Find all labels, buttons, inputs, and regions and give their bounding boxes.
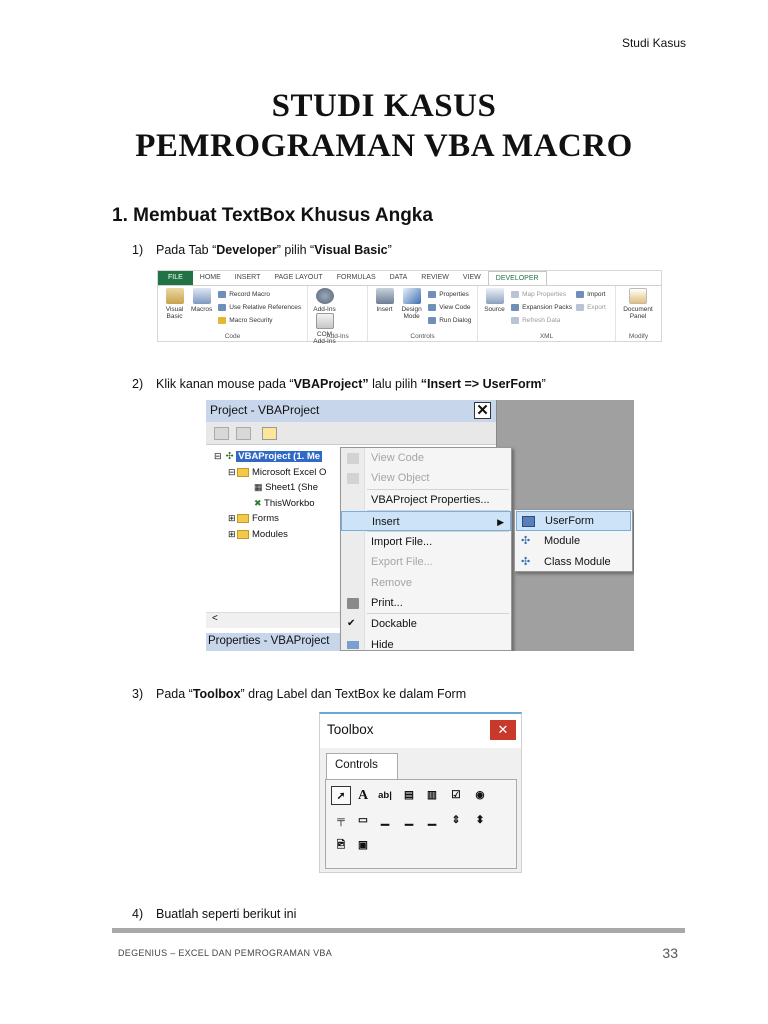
xml-group <box>478 286 616 341</box>
textbox-tool-icon[interactable]: ab| <box>378 790 392 801</box>
tree-label: Sheet1 (She <box>265 482 318 494</box>
project-explorer-title <box>206 400 496 422</box>
combobox-tool-icon[interactable]: ▤ <box>404 789 414 801</box>
menu-label: Import File... <box>371 536 433 549</box>
button-label: Properties <box>439 291 469 298</box>
relative-references-button[interactable] <box>218 301 301 314</box>
tree-label: Forms <box>252 513 279 525</box>
step-3 <box>132 687 466 701</box>
module-icon: ✣ <box>521 535 531 547</box>
step-1 <box>132 243 392 257</box>
menu-label: Class Module <box>544 556 611 568</box>
scrollbar-tool-icon[interactable]: ⇕ <box>451 814 461 826</box>
view-code-icon[interactable] <box>214 427 229 440</box>
step-bold: Toolbox <box>192 687 241 701</box>
step-bold: Developer <box>216 243 277 257</box>
com-addins-icon <box>316 313 334 329</box>
doc-title-line2: PEMROGRAMAN VBA MACRO <box>135 128 633 164</box>
listbox-tool-icon[interactable]: ▥ <box>427 789 437 801</box>
step-2 <box>132 377 546 391</box>
record-macro-button[interactable] <box>218 288 301 301</box>
macro-security-button[interactable] <box>218 314 301 327</box>
menu-label: View Code <box>371 452 424 464</box>
modify-group <box>616 286 661 341</box>
button-label: Record Macro <box>229 291 271 298</box>
insert-submenu <box>514 509 633 572</box>
warning-icon <box>218 317 226 324</box>
toolbox-icon <box>376 288 394 304</box>
menu-label: View Object <box>371 472 430 485</box>
button-label: Export <box>587 304 606 311</box>
menu-item-dockable[interactable] <box>341 614 511 634</box>
checkbox-tool-icon[interactable]: ☑ <box>451 789 461 801</box>
toggle-folders-icon[interactable] <box>262 427 277 440</box>
optionbutton-tool-icon[interactable]: ◉ <box>475 789 485 801</box>
button-label: Design Mode <box>401 306 422 320</box>
view-code-button[interactable] <box>428 301 471 314</box>
hide-window-icon <box>347 641 359 649</box>
menu-label: Hide <box>371 638 394 651</box>
visual-basic-button[interactable] <box>162 288 187 320</box>
checkmark-icon: ✔ <box>347 618 356 630</box>
addins-button[interactable] <box>312 288 337 313</box>
step-text: ” drag Label dan TextBox ke dalam Form <box>240 687 467 701</box>
record-macro-icon <box>218 291 226 298</box>
button-label: Source <box>484 306 505 313</box>
project-toolbar <box>206 422 496 445</box>
menu-label: UserForm <box>545 515 594 527</box>
macros-icon <box>193 288 211 304</box>
folder-icon <box>237 514 249 523</box>
step-bold: Visual Basic <box>314 243 388 257</box>
button-label: Macro Security <box>229 317 273 324</box>
relative-references-icon <box>218 304 226 311</box>
import-button[interactable] <box>576 288 606 301</box>
document-panel-button[interactable] <box>620 288 656 320</box>
run-dialog-icon <box>428 317 436 324</box>
group-label: Controls <box>410 333 435 340</box>
button-label: Map Properties <box>522 291 567 298</box>
visual-basic-icon <box>166 288 184 304</box>
map-properties-icon <box>511 291 519 298</box>
frame-tool-icon[interactable]: ▭ <box>358 814 368 826</box>
step-number: 3) <box>132 687 144 701</box>
step-number: 2) <box>132 377 144 391</box>
button-label: View Code <box>439 304 471 311</box>
folder-icon <box>237 530 249 539</box>
export-icon <box>576 304 584 311</box>
tree-item-thisworkbook[interactable]: ✖ ThisWorkbo <box>254 497 315 509</box>
xml-source-icon <box>486 288 504 304</box>
button-label: Expansion Packs <box>522 304 572 311</box>
project-tree <box>214 449 326 543</box>
step-bold: “Insert => UserForm <box>420 377 542 391</box>
button-label: Run Dialog <box>439 317 472 324</box>
close-icon[interactable]: ✕ <box>490 720 516 740</box>
class-module-icon: ✣ <box>521 556 531 568</box>
view-object-icon[interactable] <box>236 427 251 440</box>
spinbutton-tool-icon[interactable]: ⬍ <box>475 814 485 826</box>
run-dialog-button[interactable] <box>428 314 471 327</box>
menu-item-view-object[interactable] <box>341 468 511 488</box>
step-text: lalu pilih <box>368 377 421 391</box>
menu-item-hide[interactable] <box>341 635 511 651</box>
userform-icon <box>522 516 535 527</box>
tree-label: Modules <box>252 528 288 540</box>
refedit-tool-icon[interactable]: ▣ <box>358 839 368 851</box>
button-label: Visual Basic <box>165 306 184 320</box>
tree-item-sheet1[interactable]: ▦ Sheet1 (She <box>254 482 318 494</box>
close-icon[interactable]: ✕ <box>474 402 491 419</box>
button-label: Use Relative References <box>229 304 302 311</box>
design-mode-icon <box>403 288 421 304</box>
design-mode-button[interactable] <box>399 288 424 320</box>
ribbon-tabs <box>158 271 661 286</box>
button-label: Insert <box>376 306 393 313</box>
view-object-icon <box>347 473 359 484</box>
footer-title: DEGENIUS – EXCEL DAN PEMROGRAMAN VBA <box>118 948 333 958</box>
menu-label: Export File... <box>371 556 433 569</box>
running-head: Studi Kasus <box>621 36 686 50</box>
menu-item-project-properties[interactable] <box>341 490 511 510</box>
tree-item-excel-objects[interactable]: ⊟ Microsoft Excel O <box>228 466 327 478</box>
properties-icon <box>428 291 436 298</box>
excel-ribbon <box>157 270 662 345</box>
section-heading: 1. Membuat TextBox Khusus Angka <box>112 205 433 226</box>
context-menu <box>340 447 512 651</box>
folder-icon <box>237 468 249 477</box>
menu-label: Module <box>544 535 581 547</box>
document-panel-icon <box>629 288 647 304</box>
image-tool-icon[interactable]: 🖻 <box>336 839 346 851</box>
insert-control-button[interactable] <box>372 288 397 313</box>
menu-item-remove[interactable] <box>341 573 511 593</box>
step-text: Buatlah seperti berikut ini <box>156 907 297 921</box>
view-code-icon <box>428 304 436 311</box>
menu-item-insert[interactable] <box>341 511 511 531</box>
step-bold: VBAProject” <box>293 377 369 391</box>
menu-label: Insert <box>372 515 400 528</box>
label-tool-icon[interactable]: A <box>357 788 369 803</box>
tree-label: Microsoft Excel O <box>252 466 327 478</box>
tab-home[interactable]: HOME <box>199 274 221 281</box>
expansion-packs-icon <box>511 304 519 311</box>
properties-button[interactable] <box>428 288 471 301</box>
submenu-item-module[interactable] <box>516 532 631 552</box>
com-addins-button[interactable] <box>312 313 337 345</box>
tab-view[interactable]: VIEW <box>462 274 481 281</box>
view-code-icon <box>347 453 359 464</box>
refresh-icon <box>511 317 519 324</box>
refresh-data-button[interactable] <box>511 314 572 327</box>
menu-label: VBAProject Properties... <box>371 493 490 506</box>
code-group <box>158 286 308 341</box>
footer-rule <box>112 928 685 933</box>
printer-icon <box>347 598 359 609</box>
macros-button[interactable] <box>189 288 214 313</box>
tab-formulas[interactable]: FORMULAS <box>336 274 376 281</box>
multipage-tool-icon[interactable]: ▁ <box>427 814 437 826</box>
button-label: Add-Ins <box>313 306 336 313</box>
page-number: 33 <box>662 945 678 961</box>
step-text: ” pilih “ <box>276 243 315 257</box>
scroll-left-icon[interactable]: < <box>212 613 218 624</box>
step-number: 1) <box>132 243 144 257</box>
tab-review[interactable]: REVIEW <box>421 274 449 281</box>
step-text: ” <box>387 243 392 257</box>
step-text: Pada “ <box>156 687 193 701</box>
menu-item-export-file[interactable] <box>341 552 511 572</box>
menu-item-view-code[interactable] <box>341 448 511 468</box>
group-label: Modify <box>628 333 649 340</box>
vba-editor-screenshot <box>206 400 634 651</box>
tree-item-vbaproject[interactable]: ⊟ ✣ VBAProject (1. Me <box>214 451 321 462</box>
toolbox-window <box>319 712 522 873</box>
tab-data[interactable]: DATA <box>389 274 408 281</box>
tab-page-layout[interactable]: PAGE LAYOUT <box>274 274 323 281</box>
menu-label: Remove <box>371 576 412 589</box>
controls-panel <box>325 779 517 869</box>
commandbutton-tool-icon[interactable]: ▁ <box>380 814 390 826</box>
select-objects-icon[interactable]: ➚ <box>331 786 351 805</box>
tree-label: ThisWorkbo <box>264 497 315 509</box>
source-button[interactable] <box>482 288 507 313</box>
submenu-item-userform[interactable] <box>516 511 631 531</box>
tab-insert[interactable]: INSERT <box>234 274 261 281</box>
gear-icon <box>316 288 334 304</box>
tab-file[interactable]: FILE <box>158 271 193 285</box>
window-title: Project - VBAProject <box>210 403 320 417</box>
doc-title-line1: STUDI KASUS <box>271 88 497 124</box>
step-text: ” <box>541 377 546 391</box>
step-number: 4) <box>132 907 144 921</box>
expansion-packs-button[interactable] <box>511 301 572 314</box>
controls-group <box>368 286 478 341</box>
button-label: Macros <box>190 306 213 313</box>
tree-item-forms[interactable]: ⊞ Forms <box>228 513 279 525</box>
map-properties-button[interactable] <box>511 288 572 301</box>
group-label: XML <box>539 333 554 340</box>
togglebutton-tool-icon[interactable]: ╤ <box>337 814 345 826</box>
import-icon <box>576 291 584 298</box>
menu-item-import-file[interactable] <box>341 532 511 552</box>
step-text: Pada Tab “ <box>156 243 217 257</box>
menu-label: Dockable <box>371 618 417 631</box>
tabstrip-tool-icon[interactable]: ▁ <box>404 814 414 826</box>
button-label: Import <box>587 291 606 298</box>
button-label: COM Add-Ins <box>313 331 336 345</box>
menu-item-print[interactable] <box>341 593 511 613</box>
tab-controls[interactable]: Controls <box>326 753 398 780</box>
step-4 <box>132 907 296 921</box>
window-title: Toolbox <box>327 722 374 737</box>
tab-developer[interactable]: DEVELOPER <box>488 271 547 285</box>
menu-label: Print... <box>371 597 403 610</box>
submenu-arrow-icon: ▶ <box>497 516 504 527</box>
addins-group <box>308 286 368 345</box>
step-text: Klik kanan mouse pada “ <box>156 377 294 391</box>
toolbox-titlebar <box>320 714 521 748</box>
group-label: Code <box>224 333 241 340</box>
button-label: Refresh Data <box>522 317 561 324</box>
group-label: Add-Ins <box>326 333 349 340</box>
properties-title: Properties - VBAProject <box>206 633 497 651</box>
submenu-item-class-module[interactable] <box>516 553 631 573</box>
tree-item-modules[interactable]: ⊞ Modules <box>228 528 288 540</box>
button-label: Document Panel <box>623 306 653 320</box>
export-button[interactable] <box>576 301 606 314</box>
tree-label: VBAProject (1. Me <box>238 451 321 462</box>
